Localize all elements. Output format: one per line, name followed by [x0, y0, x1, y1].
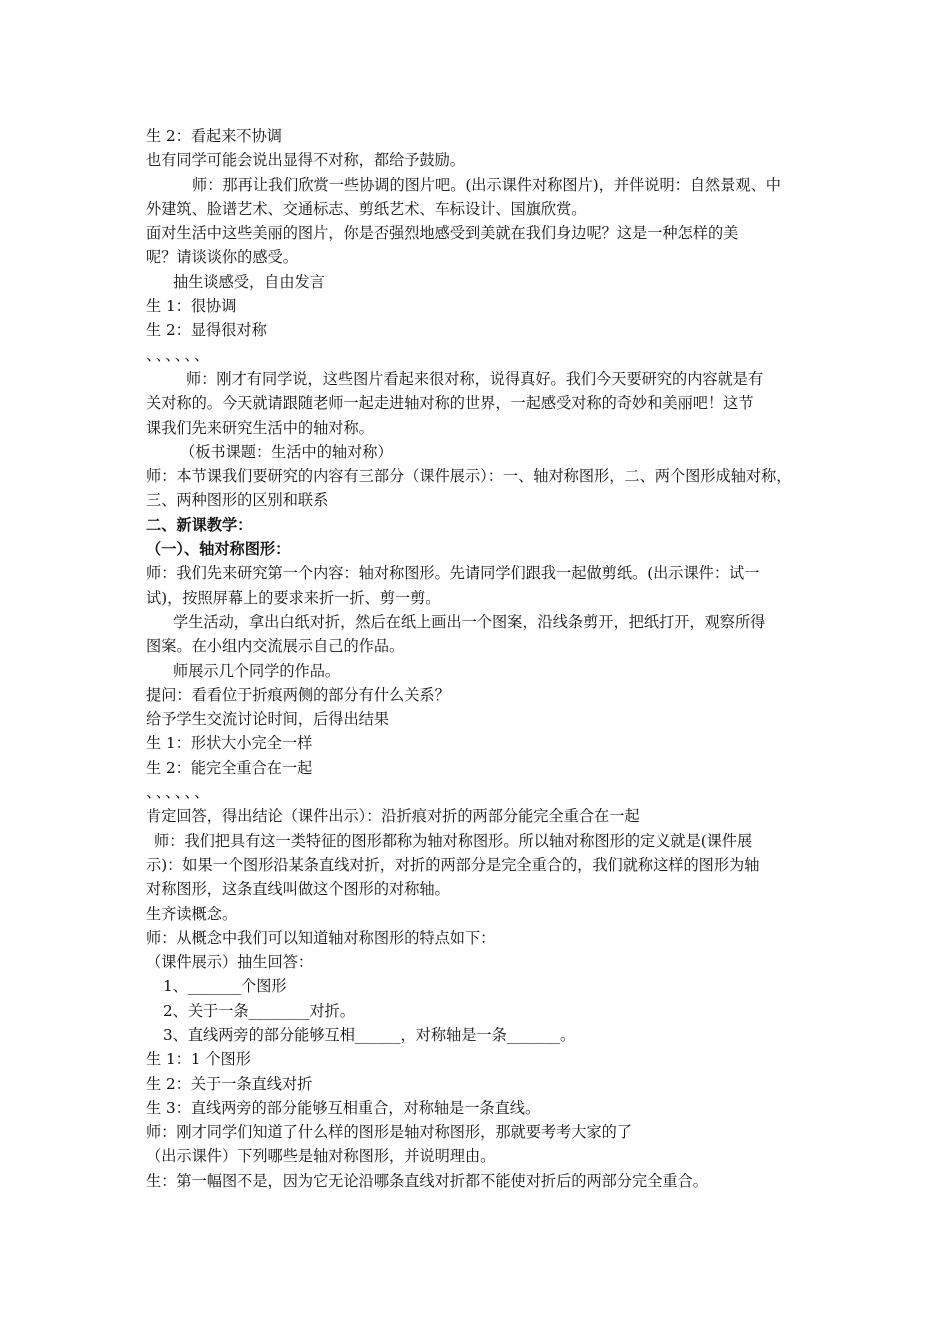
paragraph: 提问：看看位于折痕两侧的部分有什么关系？: [146, 685, 450, 704]
paragraph: 试)，按照屏幕上的要求来折一折、剪一剪。: [146, 588, 441, 607]
paragraph: 生 2：关于一条直线对折: [146, 1074, 313, 1093]
ellipsis-marks: 、、、、、、: [146, 345, 212, 364]
paragraph: 示)：如果一个图形沿某条直线对折，对折的两部分是完全重合的，我们就称这样的图形为轴: [146, 855, 760, 874]
paragraph: 对称图形，这条直线叫做这个图形的对称轴。: [146, 880, 450, 899]
paragraph: 面对生活中这些美丽的图片，你是否强烈地感受到美就在我们身边呢？这是一种怎样的美: [146, 224, 739, 243]
paragraph: 生齐读概念。: [146, 904, 238, 923]
paragraph: 也有同学可能会说出显得不对称，都给予鼓励。: [146, 151, 465, 170]
paragraph: 肯定回答，得出结论（课件出示）：沿折痕对折的两部分能完全重合在一起: [146, 807, 640, 826]
paragraph: 师：我们把具有这一类特征的图形都称为轴对称图形。所以轴对称图形的定义就是(课件展: [154, 831, 753, 850]
paragraph: 图案。在小组内交流展示自己的作品。: [146, 637, 405, 656]
ellipsis-marks: 、、、、、、: [146, 783, 212, 802]
paragraph: 生 2：能完全重合在一起: [146, 758, 313, 777]
paragraph: 师展示几个同学的作品。: [173, 661, 341, 680]
paragraph: 师：我们先来研究第一个内容：轴对称图形。先请同学们跟我一起做剪纸。(出示课件：试一: [146, 564, 760, 583]
paragraph: 师：本节课我们要研究的内容有三部分（课件展示）：一、轴对称图形，二、两个图形成轴对称，: [146, 467, 792, 486]
paragraph: 生 1：形状大小完全一样: [146, 734, 313, 753]
paragraph: 外建筑、脸谱艺术、交通标志、剪纸艺术、车标设计、国旗欣赏。: [146, 199, 587, 218]
fill-in-item: 3、直线两旁的部分能够互相______，对称轴是一条_______。: [163, 1025, 576, 1044]
paragraph: （出示课件）下列哪些是轴对称图形，并说明理由。: [146, 1147, 496, 1166]
paragraph: 抽生谈感受，自由发言: [173, 272, 325, 291]
paragraph: 生：第一幅图不是，因为它无论沿哪条直线对折都不能使对折后的两部分完全重合。: [146, 1171, 708, 1190]
paragraph: 生 1：很协调: [146, 297, 237, 316]
paragraph: 生 2：显得很对称: [146, 321, 267, 340]
fill-in-item: 1、_______个图形: [163, 977, 287, 996]
paragraph: 师：刚才有同学说，这些图片看起来很对称，说得真好。我们今天要研究的内容就是有: [186, 369, 764, 388]
subsection-heading: （一）、轴对称图形：: [146, 540, 291, 559]
paragraph: 关对称的。今天就请跟随老师一起走进轴对称的世界，一起感受对称的奇妙和美丽吧！这节: [146, 394, 754, 413]
paragraph: （课件展示）抽生回答：: [146, 953, 314, 972]
paragraph: 生 3：直线两旁的部分能够互相重合，对称轴是一条直线。: [146, 1098, 541, 1117]
paragraph: 课我们先来研究生活中的轴对称。: [146, 418, 374, 437]
paragraph: 给予学生交流讨论时间，后得出结果: [146, 710, 389, 729]
board-title-note: （板书课题：生活中的轴对称）: [180, 442, 393, 461]
paragraph: 呢？请谈谈你的感受。: [146, 248, 298, 267]
paragraph: 学生活动，拿出白纸对折，然后在纸上画出一个图案，沿线条剪开，把纸打开，观察所得: [173, 612, 766, 631]
section-heading: 二、新课教学：: [146, 515, 253, 534]
paragraph: 师：从概念中我们可以知道轴对称图形的特点如下：: [146, 928, 496, 947]
paragraph: 三、两种图形的区别和联系: [146, 491, 329, 510]
document-page: [146, 124, 826, 1193]
fill-in-item: 2、关于一条________对折。: [163, 1001, 355, 1020]
paragraph: 师：刚才同学们知道了什么样的图形是轴对称图形，那就要考考大家的了: [146, 1123, 632, 1142]
paragraph: 师：那再让我们欣赏一些协调的图片吧。(出示课件对称图片)，并伴说明：自然景观、中: [192, 175, 781, 194]
paragraph: 生 2：看起来不协调: [146, 127, 282, 145]
paragraph: 生 1：1 个图形: [146, 1050, 251, 1069]
